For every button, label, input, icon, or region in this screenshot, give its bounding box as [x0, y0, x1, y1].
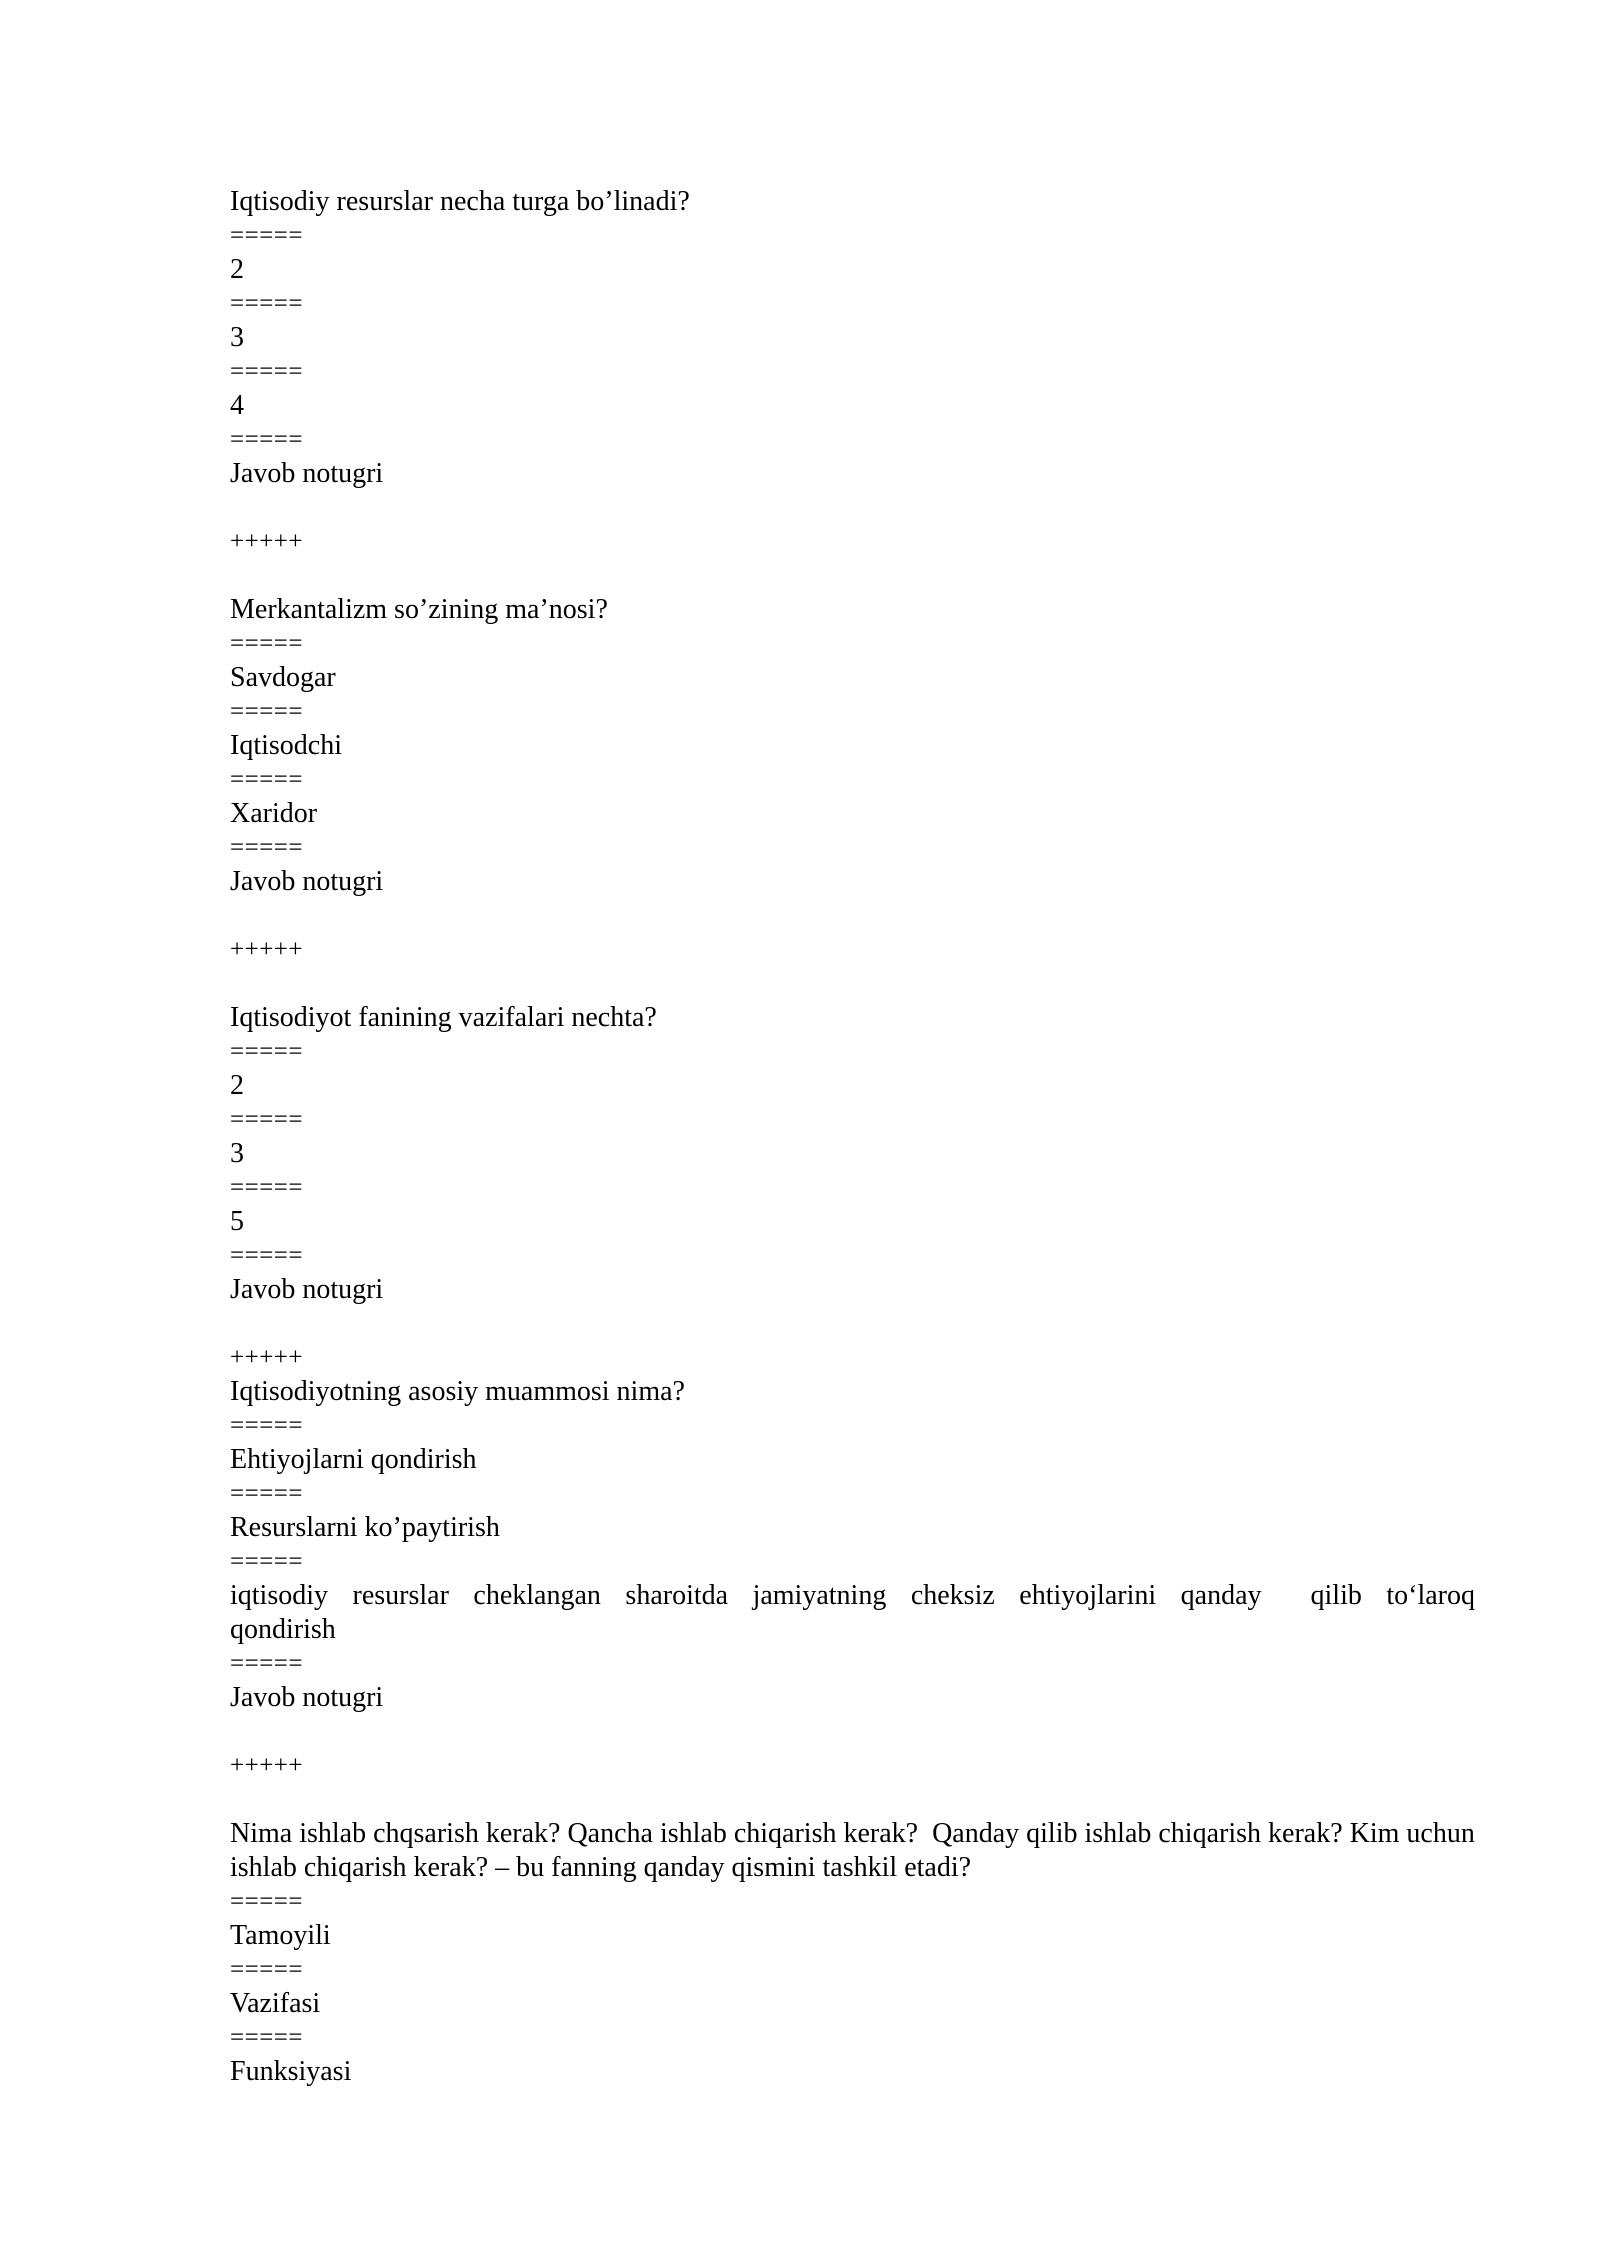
- answer-option: 3: [230, 1138, 244, 1169]
- spacer: [230, 559, 1475, 593]
- question-block: [230, 1375, 1488, 1715]
- separator: =====: [230, 222, 303, 249]
- answer-option: iqtisodiy resurslar cheklangan sharoitda jamiyatning cheksiz ehtiyojlarini qanday qilib to‘laroq qondirish: [230, 1580, 1488, 1645]
- separator: =====: [230, 1650, 303, 1677]
- block-marker: +++++: [230, 1752, 303, 1779]
- answer-option: 3: [230, 322, 244, 353]
- separator: =====: [230, 834, 303, 861]
- question-text: Nima ishlab chqsarish kerak? Qancha ishlab chiqarish kerak? Qanday qilib ishlab chiqarish kerak? Kim uchun ishlab chiqarish kerak? – bu fanning qanday qismini tashkil etadi?: [230, 1818, 1482, 1883]
- separator: =====: [230, 290, 303, 317]
- question-text: Iqtisodiy resurslar necha turga bo’linadi?: [230, 186, 690, 217]
- separator: =====: [230, 1956, 303, 1983]
- question-block: [230, 185, 1475, 491]
- separator: =====: [230, 698, 303, 725]
- separator: =====: [230, 1412, 303, 1439]
- answer-option: Javob notugri: [230, 866, 384, 897]
- answer-option: 4: [230, 390, 244, 421]
- question-text: Merkantalizm so’zining ma’nosi?: [230, 594, 608, 625]
- answer-option: Xaridor: [230, 798, 318, 829]
- document-page: [230, 185, 1488, 2089]
- block-marker: +++++: [230, 1344, 303, 1371]
- block-marker: +++++: [230, 936, 303, 963]
- question-block: [230, 593, 1475, 899]
- answer-option: Resurslarni ko’paytirish: [230, 1512, 500, 1543]
- separator: =====: [230, 2024, 303, 2051]
- answer-option: 2: [230, 254, 244, 285]
- separator: =====: [230, 1038, 303, 1065]
- separator: =====: [230, 630, 303, 657]
- separator: =====: [230, 766, 303, 793]
- separator: =====: [230, 1888, 303, 1915]
- spacer: [230, 1715, 1475, 1749]
- answer-option: Javob notugri: [230, 458, 384, 489]
- separator: =====: [230, 426, 303, 453]
- spacer: [230, 899, 1475, 933]
- question-block: [230, 1817, 1482, 2089]
- separator: =====: [230, 1174, 303, 1201]
- answer-option: Javob notugri: [230, 1682, 384, 1713]
- spacer: [230, 1783, 1475, 1817]
- spacer: [230, 967, 1475, 1001]
- separator: =====: [230, 1106, 303, 1133]
- answer-option: Iqtisodchi: [230, 730, 342, 761]
- question-text: Iqtisodiyot fanining vazifalari nechta?: [230, 1002, 657, 1033]
- answer-option: Funksiyasi: [230, 2056, 352, 2087]
- spacer: [230, 491, 1475, 525]
- separator: =====: [230, 1242, 303, 1269]
- answer-option: Savdogar: [230, 662, 336, 693]
- question-text: Iqtisodiyotning asosiy muammosi nima?: [230, 1376, 685, 1407]
- answer-option: 5: [230, 1206, 244, 1237]
- answer-option: Javob notugri: [230, 1274, 384, 1305]
- answer-option: Tamoyili: [230, 1920, 331, 1951]
- answer-option: Vazifasi: [230, 1988, 321, 2019]
- question-block: [230, 1001, 1475, 1307]
- answer-option: Ehtiyojlarni qondirish: [230, 1444, 477, 1475]
- separator: =====: [230, 358, 303, 385]
- spacer: [230, 1307, 1475, 1341]
- answer-option: 2: [230, 1070, 244, 1101]
- separator: =====: [230, 1480, 303, 1507]
- block-marker: +++++: [230, 528, 303, 555]
- separator: =====: [230, 1548, 303, 1575]
